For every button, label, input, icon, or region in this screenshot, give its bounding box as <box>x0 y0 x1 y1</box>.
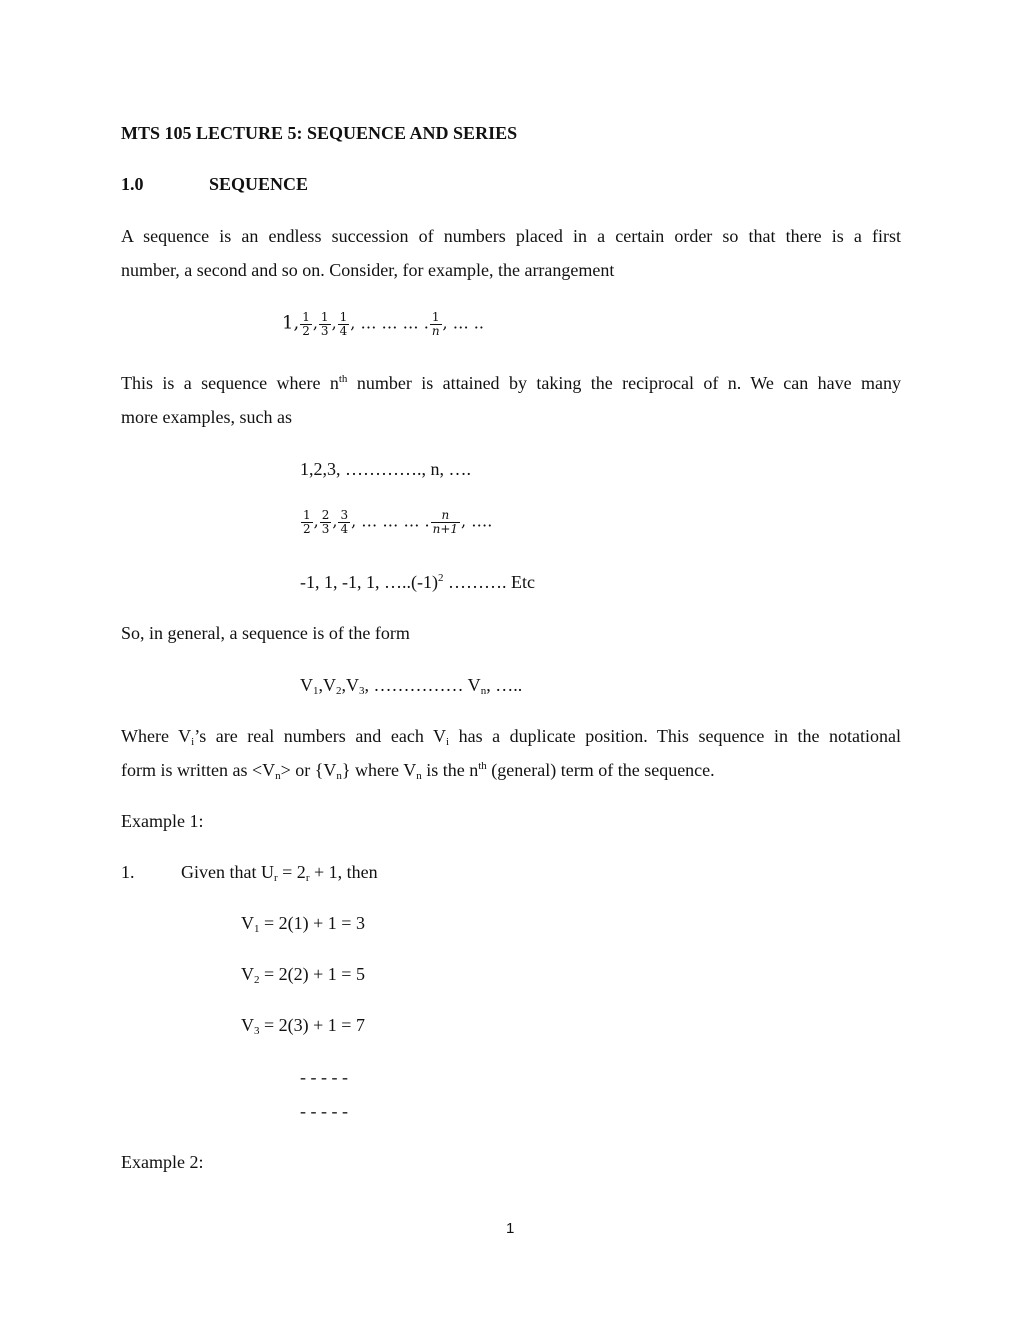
text: = 2 <box>277 862 306 882</box>
text: + 1, then <box>309 862 378 882</box>
general-form-tail: , ….. <box>486 675 523 695</box>
para2-text-a: This is a sequence where n <box>121 373 339 393</box>
text: has a duplicate position. This sequence in the notational <box>449 726 901 746</box>
para2-line-2: more examples, such as <box>121 407 292 427</box>
seq1-dots: , … … … . <box>350 313 429 333</box>
seq1-lead: 1, <box>282 312 300 334</box>
term: V <box>300 675 313 695</box>
term: V <box>241 1015 254 1035</box>
term: V <box>241 913 254 933</box>
denominator: 4 <box>340 521 349 536</box>
example-1-step <box>241 964 365 986</box>
subscript: 2 <box>254 974 260 986</box>
example-sequence-alternating <box>300 573 535 591</box>
superscript: th <box>478 760 487 772</box>
ex-c-text-b: ………. Etc <box>443 572 535 592</box>
text: = 2(2) + 1 = 5 <box>259 964 365 984</box>
denominator: 3 <box>321 521 330 536</box>
superscript: 2 <box>437 572 444 584</box>
fraction <box>431 509 460 535</box>
numerator: 1 <box>320 310 329 324</box>
numerator: 1 <box>430 311 442 325</box>
subscript: n <box>416 770 422 782</box>
subscript: r <box>305 872 310 884</box>
general-form-middle: , …………… V <box>364 675 481 695</box>
example-1-heading: Example 1: <box>121 811 204 831</box>
text: } where V <box>341 760 417 780</box>
numerator: 3 <box>340 508 349 522</box>
example-1-step <box>241 913 365 935</box>
example-sequence-naturals: 1,2,3, …………., n, …. <box>300 459 471 479</box>
section-title: SEQUENCE <box>209 174 309 194</box>
example-1-step <box>241 1015 365 1037</box>
subscript: n <box>336 770 342 782</box>
text: (general) term of the sequence. <box>486 760 715 780</box>
subscript: 3 <box>359 685 365 697</box>
continuation-dashes: - - - - - <box>300 1067 348 1087</box>
sequence-reciprocals: 1, $\frac{1}{2}$ , $\frac{1}{3}$ , $\frac{1}{4}$ , … … … . $\frac{1}{n}$ , … .. <box>282 310 484 338</box>
numerator: 1 <box>303 508 311 522</box>
document-title: MTS 105 LECTURE 5: SEQUENCE AND SERIES <box>121 123 518 143</box>
subscript: n <box>480 685 487 697</box>
subscript: 2 <box>336 685 342 697</box>
text: Where V <box>121 726 192 746</box>
page-number: 1 <box>506 1220 515 1237</box>
denominator: n <box>431 323 440 338</box>
superscript: th <box>338 373 348 385</box>
term: V <box>346 675 359 695</box>
fraction <box>430 311 442 337</box>
subscript: n <box>275 770 281 782</box>
seq1-tail: , … .. <box>442 313 484 333</box>
denominator: 4 <box>339 323 348 338</box>
denominator: 3 <box>320 323 329 338</box>
numerator: 1 <box>302 310 310 324</box>
section-number: 1.0 <box>121 174 144 194</box>
denominator: 2 <box>302 323 310 338</box>
denominator: 2 <box>303 521 311 536</box>
numerator: n <box>431 509 460 523</box>
continuation-dashes: - - - - - <box>300 1101 348 1121</box>
fraction <box>301 509 313 535</box>
numerator: 1 <box>339 310 348 324</box>
para2-text-b: number is attained by taking the reciprocal of n. We can have many <box>347 373 902 393</box>
text: form is written as <V <box>121 760 276 780</box>
fraction <box>338 311 350 337</box>
fraction <box>300 311 312 337</box>
text: ’s are real numbers and each V <box>194 726 447 746</box>
text: is the n <box>421 760 479 780</box>
subscript: r <box>273 872 278 884</box>
para2-line-1 <box>121 374 901 392</box>
comma: , <box>318 675 323 695</box>
ex-b-tail: , …. <box>461 511 493 531</box>
fraction <box>320 509 332 535</box>
subscript: 1 <box>254 923 260 935</box>
text: Given that U <box>181 862 274 882</box>
where-line-1 <box>121 726 901 748</box>
numerator: 2 <box>321 508 330 522</box>
term: V <box>241 964 254 984</box>
general-intro: So, in general, a sequence is of the form <box>121 623 410 643</box>
text: = 2(3) + 1 = 7 <box>259 1015 365 1035</box>
denominator: n+1 <box>432 521 459 536</box>
text: = 2(1) + 1 = 3 <box>259 913 365 933</box>
general-form <box>300 675 523 697</box>
example-1-item-number: 1. <box>121 862 135 882</box>
example-1-given <box>181 862 378 884</box>
subscript: i <box>191 736 195 748</box>
sequence-n-over-n-plus-1: $\frac{1}{2}$ , $\frac{2}{3}$ , $\frac{3}{4}$ , … … … . $\frac{n}{n+1}$ , …. <box>303 508 493 536</box>
subscript: 1 <box>313 685 319 697</box>
ex-b-dots: , … … … . <box>351 511 430 531</box>
fraction <box>319 311 331 337</box>
subscript: i <box>446 736 450 748</box>
subscript: 3 <box>254 1025 260 1037</box>
text: > or {V <box>280 760 337 780</box>
example-2-heading: Example 2: <box>121 1152 204 1172</box>
ex-c-text-a: -1, 1, -1, 1, …..(-1) <box>300 572 438 592</box>
fraction <box>338 509 350 535</box>
where-line-2 <box>121 760 715 782</box>
comma: , <box>341 675 346 695</box>
intro-line-2: number, a second and so on. Consider, for example, the arrangement <box>121 260 615 280</box>
term: V <box>323 675 336 695</box>
intro-line-1: A sequence is an endless succession of numbers placed in a certain order so that there is a first <box>121 226 901 246</box>
